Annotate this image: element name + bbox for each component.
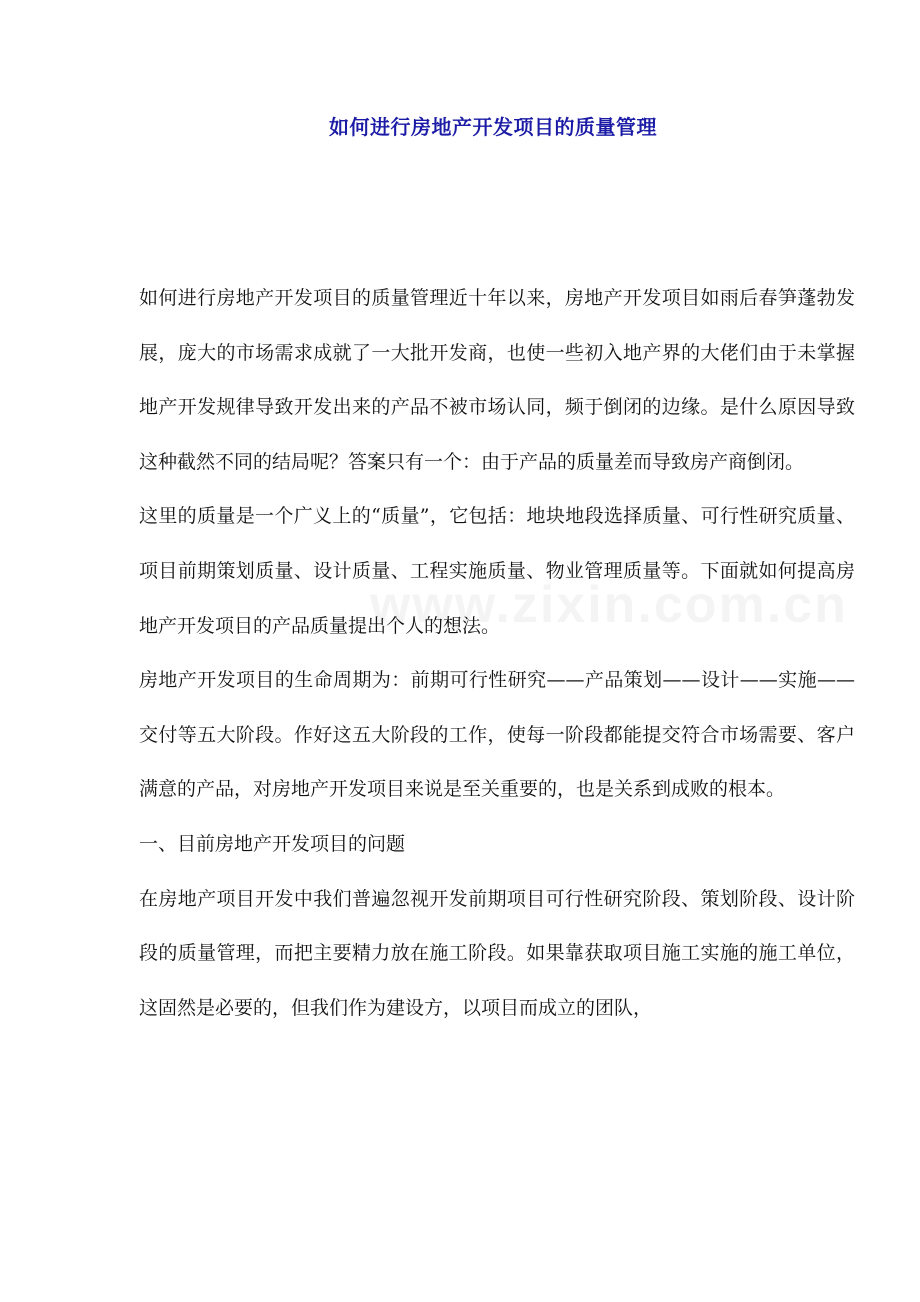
- paragraph-quality-definition: 这里的质量是一个广义上的“质量”，它包括：地块地段选择质量、可行性研究质量、项目前期策划质量、设计质量、工程实施质量、物业管理质量等。下面就如何提高房地产开发项目的产品质量提出个人的想法。: [139, 505, 855, 637]
- document-title: 如何进行房地产开发项目的质量管理: [329, 115, 657, 139]
- paragraph-intro: 如何进行房地产开发项目的质量管理近十年以来，房地产开发项目如雨后春笋蓬勃发展，庞大的市场需求成就了一大批开发商，也使一些初入地产界的大佬们由于未掌握地产开发规律导致开发出来的产品不被市场认同，频于倒闭的边缘。是什么原因导致这种截然不同的结局呢？答案只有一个：由于产品的质量差而导致房产商倒闭。: [139, 287, 855, 473]
- document-body: [139, 271, 855, 1035]
- paragraph-lifecycle: 房地产开发项目的生命周期为：前期可行性研究——产品策划——设计——实施——交付等五大阶段。作好这五大阶段的工作，使每一阶段都能提交符合市场需要、客户满意的产品，对房地产开发项目来说是至关重要的，也是关系到成败的根本。: [139, 669, 855, 801]
- section-heading-problems: 一、目前房地产开发项目的问题: [139, 832, 406, 855]
- paragraph-problems: 在房地产项目开发中我们普遍忽视开发前期项目可行性研究阶段、策划阶段、设计阶段的质量管理，而把主要精力放在施工阶段。如果靠获取项目施工实施的施工单位，这固然是必要的，但我们作为建设方，以项目而成立的团队，: [139, 887, 855, 1019]
